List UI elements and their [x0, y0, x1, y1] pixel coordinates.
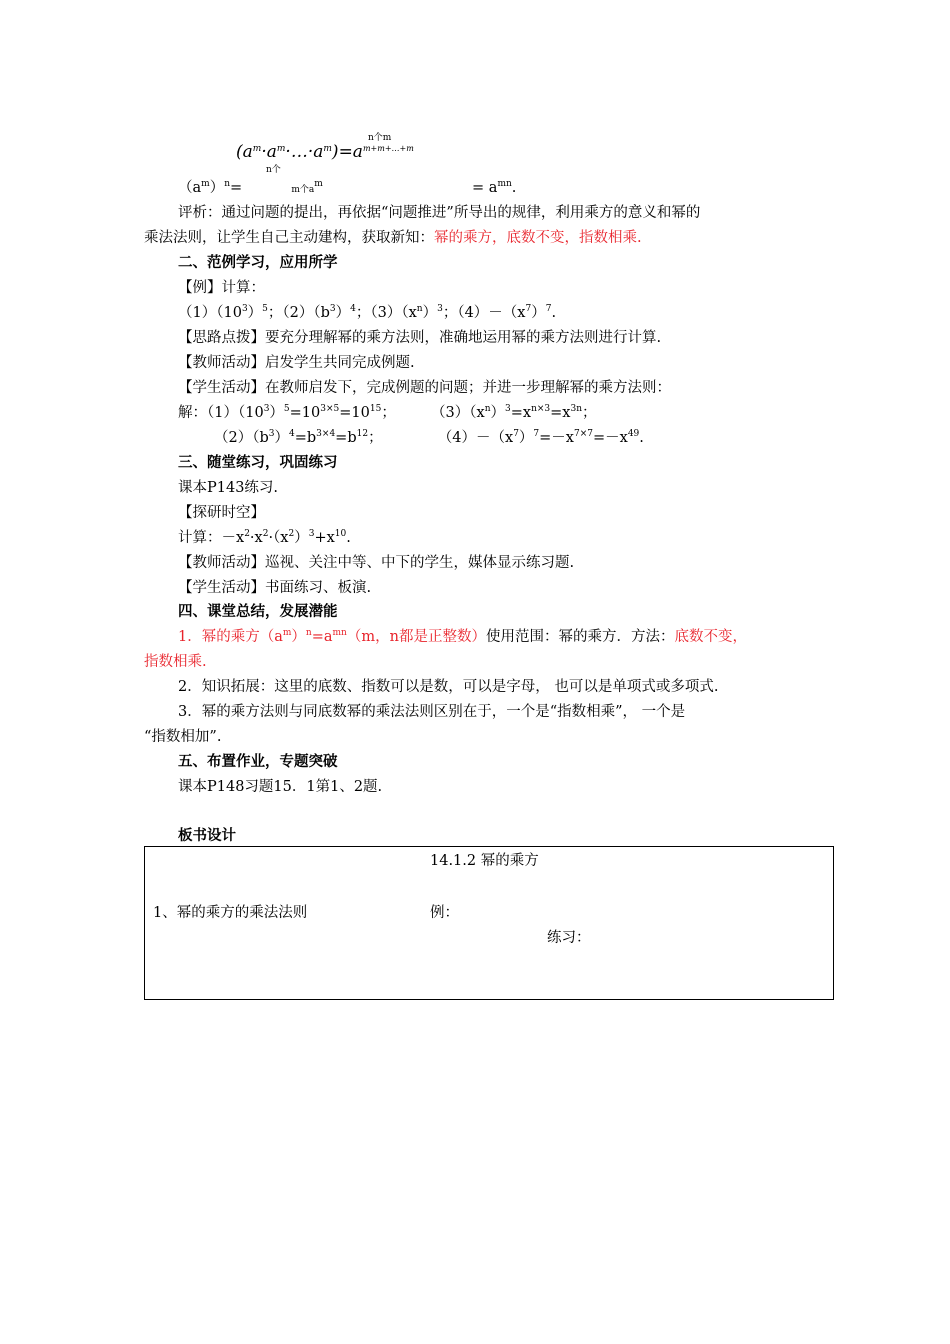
section-5-title: 五、布置作业，专题突破 [178, 754, 338, 770]
teacher-activity-2: 【教师活动】巡视、关注中等、中下的学生，媒体显示练习题. [178, 555, 575, 571]
calc-line: 计算：$-x^2\cdot x^2\cdot(x^2)^3+x^{10}$. [178, 529, 351, 546]
board-design-box [144, 846, 834, 1000]
teacher-activity-1: 【教师活动】启发学生共同完成例题. [178, 355, 415, 371]
comment-line-1: 评析：通过问题的提出，再依据“问题推进”所导出的规律，利用乘方的意义和幂的 [178, 205, 701, 221]
power-formula [236, 126, 436, 176]
solution-line-1: 解：$(1)(10^3)^5=10^{3\times 5}=10^{15}$； $(3)(x^n)^3=x^{n\times 3}=x^{3n}$； [178, 404, 597, 421]
summary-3-line-1: 3．幂的乘方法则与同底数幂的乘法法则区别在于，一个是“指数相乘”， 一个是 [178, 704, 686, 720]
student-activity-1: 【学生活动】在教师启发下，完成例题的问题；并进一步理解幂的乘方法则： [178, 380, 671, 396]
formula-over: n个m [368, 133, 392, 143]
formula-under: n个 [266, 165, 281, 175]
explore-label: 【探研时空】 [178, 505, 265, 521]
board-example: 例： [430, 905, 459, 921]
hint-line: 【思路点拨】要充分理解幂的乘方法则，准确地运用幂的乘方法则进行计算. [178, 330, 662, 346]
section-2-title: 二、范例学习，应用所学 [178, 255, 338, 271]
summary-1-line-1: 1．幂的乘方$(a^m)^n=a^{mn}(m$，n都是正整数）使用范围：幂的乘方．方法：底数不变， [178, 628, 747, 645]
example-items: $(1)(10^3)^5$；$(2)(b^3)^4$；$(3)(x^n)^3$；$(4)-(x^7)^7$. [178, 304, 557, 321]
formula-main: $(a^m\cdot a^m\cdot\dots\cdot a^m)=a^{m+m+\dots+m}$ [236, 142, 414, 162]
textbook-exercise: 课本P143练习. [178, 480, 279, 496]
solution-line-2: $(2)(b^3)^4=b^{3\times 4}=b^{12}$； $(4)-(x^7)^7=-x^{7\times 7}=-x^{49}$. [214, 429, 644, 446]
power-line: $(a^m)^n= m$个$a^m = a^{mn}$. [178, 179, 517, 196]
board-rule: 1、幂的乘方的乘法法则 [153, 905, 308, 921]
summary-2: 2．知识拓展：这里的底数、指数可以是数，可以是字母， 也可以是单项式或多项式. [178, 679, 719, 695]
summary-3-line-2: “指数相加”. [144, 729, 222, 745]
student-activity-2: 【学生活动】书面练习、板演. [178, 580, 372, 596]
board-title: 14.1.2 幂的乘方 [430, 853, 539, 869]
comment-line-2: 乘法法则，让学生自己主动建构，获取新知：幂的乘方，底数不变，指数相乘. [144, 230, 642, 246]
example-label: 【例】计算： [178, 280, 265, 296]
homework-line: 课本P148习题15．1第1、2题. [178, 779, 383, 795]
summary-1-line-2: 指数相乘. [144, 654, 207, 670]
section-4-title: 四、课堂总结，发展潜能 [178, 604, 338, 620]
section-3-title: 三、随堂练习，巩固练习 [178, 455, 338, 471]
board-heading: 板书设计 [178, 828, 236, 844]
board-practice: 练习： [547, 930, 591, 946]
